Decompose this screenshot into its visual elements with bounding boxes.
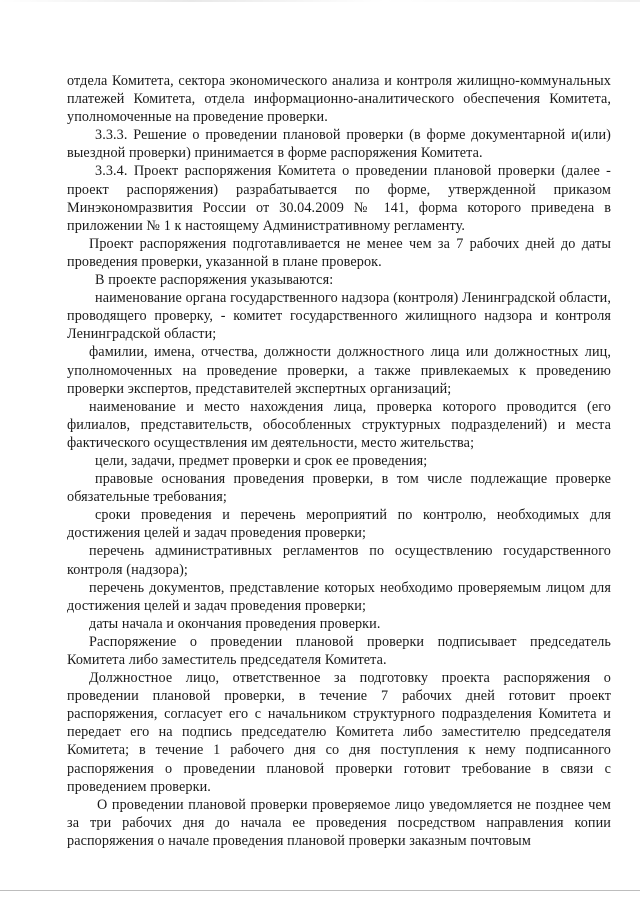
- list-item-officials: фамилии, имена, отчества, должности должностного лица или должностных лиц, уполномоченных на проведение проверки, а также привлекаемых к проведению проверки экспертов, представителей экспертных организаций;: [67, 344, 611, 397]
- paragraph-3-3-4: 3.3.4. Проект распоряжения Комитета о проведении плановой проверки (далее - проект распоряжения) разрабатывается по форме, утвержденной приказом Минэкономразвития России от 30.04.2009 № 141, форма которого приведена в приложении № 1 к настоящему Административному регламенту.: [67, 163, 611, 234]
- list-item-goals: цели, задачи, предмет проверки и срок ее проведения;: [95, 452, 428, 469]
- document-body: [67, 72, 611, 850]
- list-item-authority-name: наименование органа государственного надзора (контроля) Ленинградской области, проводящего проверку, - комитет государственного жилищного надзора и контроля Ленинградской области;: [67, 290, 611, 343]
- paragraph-signing: Распоряжение о проведении плановой проверки подписывает председатель Комитета либо заместитель председателя Комитета.: [67, 633, 611, 668]
- paragraph-list-intro: В проекте распоряжения указываются:: [95, 272, 334, 289]
- paragraph-notification: О проведении плановой проверки проверяемое лицо уведомляется не позднее чем за три рабочих дня до начала ее проведения посредством направления копии распоряжения о начале проведения плановой проверки заказным почтовым: [67, 796, 611, 849]
- paragraph-3-3-3: 3.3.3. Решение о проведении плановой проверки (в форме документарной и(или) выездной проверки) принимается в форме распоряжения Комитета.: [67, 127, 611, 162]
- list-item-terms: сроки проведения и перечень мероприятий по контролю, необходимых для достижения целей и задач проведения проверки;: [67, 507, 611, 542]
- scan-edge-bottom: [0, 890, 640, 891]
- paragraph-preparation-deadline: Проект распоряжения подготавливается не менее чем за 7 рабочих дней до даты проведения проверки, указанной в плане проверок.: [67, 235, 611, 270]
- list-item-inspected-entity: наименование и место нахождения лица, проверка которого проводится (его филиалов, представительств, обособленных структурных подразделений) и места фактического осуществления им деятельности, место жительства;: [67, 398, 611, 451]
- scan-edge-top: [0, 0, 640, 2]
- paragraph-continuation: отдела Комитета, сектора экономического анализа и контроля жилищно-коммунальных платежей Комитета, отдела информационно-аналитического обеспечения Комитета, уполномоченные на проведение проверки.: [67, 73, 611, 126]
- list-item-documents: перечень документов, представление которых необходимо проверяемым лицом для достижения целей и задач проведения проверки;: [67, 579, 611, 614]
- list-item-dates: даты начала и окончания проведения проверки.: [89, 615, 381, 632]
- list-item-legal-grounds: правовые основания проведения проверки, в том числе подлежащие проверке обязательные требования;: [67, 471, 611, 506]
- paragraph-responsible-official: Должностное лицо, ответственное за подготовку проекта распоряжения о проведении плановой проверки, в течение 7 рабочих дней готовит проект распоряжения, согласует его с начальником структурного подразделения Комитета и передает его на подпись председателю Комитета либо заместителю председателя Комитета; в течение 1 рабочего дня со дня поступления к нему подписанного распоряжения о проведении плановой проверки готовит требование в связи с проведением проверки.: [67, 670, 611, 795]
- list-item-regulations: перечень административных регламентов по осуществлению государственного контроля (надзора);: [67, 543, 611, 578]
